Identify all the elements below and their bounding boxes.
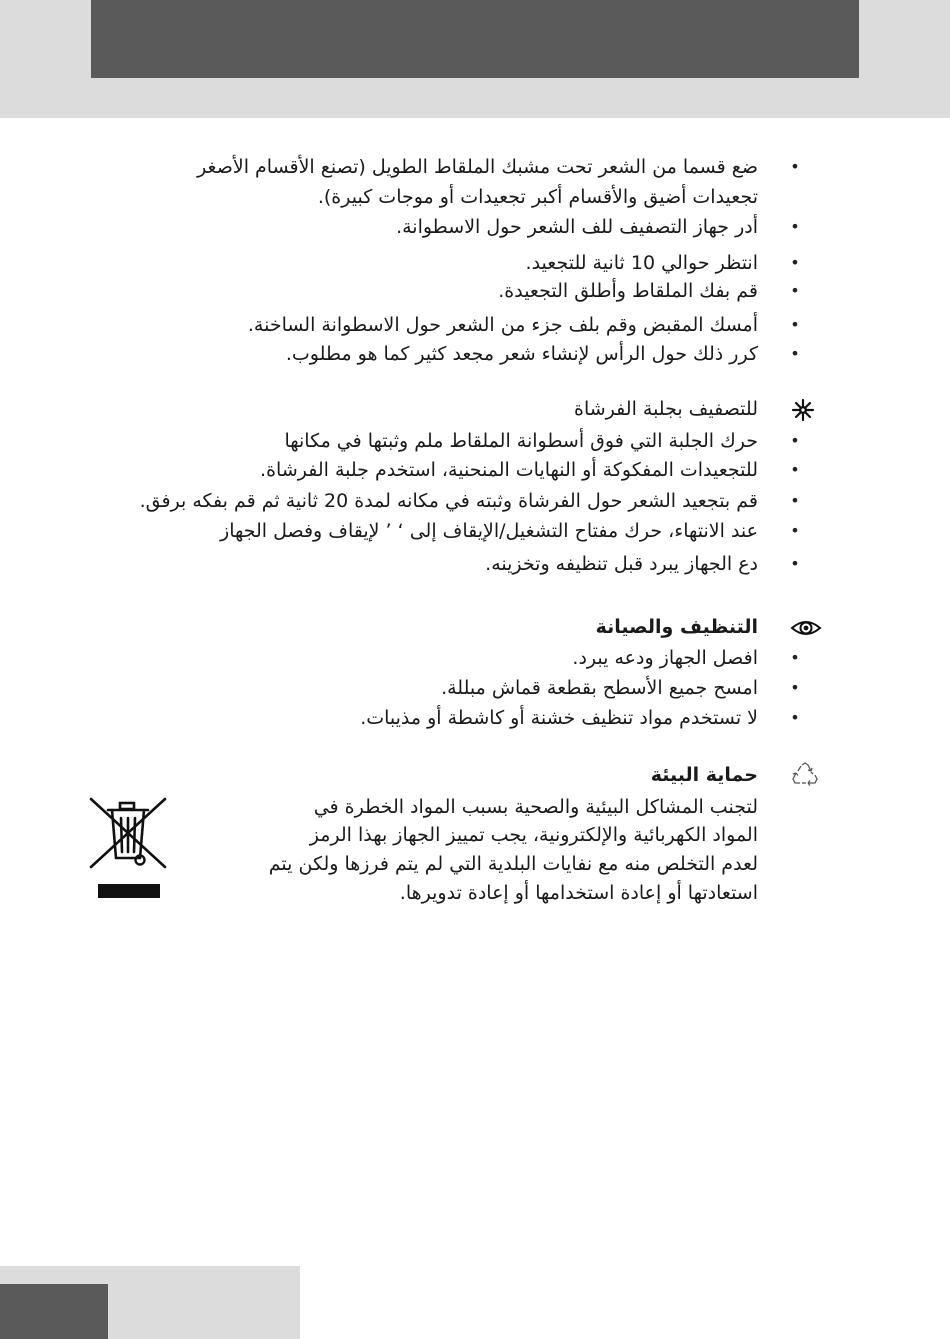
environment-text-line-1: لتجنب المشاكل البيئية والصحية بسبب المواد الخطرة في [313, 796, 758, 818]
butterfly-step-4: عند الانتهاء، حرك مفتاح التشغيل/الإيقاف إلى ‘ ’ لإيقاف وفصل الجهاز [220, 520, 758, 542]
styling-step-6: كرر ذلك حول الرأس لإنشاء شعر مجعد كثير كما هو مطلوب. [285, 343, 758, 365]
cleaning-section-title: التنظيف والصيانة [595, 616, 758, 638]
styling-step-5: أمسك المقبض وقم بلف جزء من الشعر حول الاسطوانة الساخنة. [247, 314, 758, 336]
recycle-icon [791, 762, 819, 788]
eye-icon [790, 617, 822, 639]
butterfly-step-3: قم بتجعيد الشعر حول الفرشاة وثبته في مكانه لمدة 20 ثانية ثم قم بفكه برفق. [139, 490, 758, 512]
styling-step-1-continuation: تجعيدات أضيق والأقسام أكبر تجعيدات أو موجات كبيرة). [317, 186, 758, 208]
environment-text-line-4: استعادتها أو إعادة استخدامها أو إعادة تدويرها. [399, 882, 758, 904]
butterfly-step-1: حرك الجلبة التي فوق أسطوانة الملقاط ملم وثبتها في مكانها [284, 430, 758, 452]
environment-text-line-2: المواد الكهربائية والإلكترونية، يجب تمييز الجهاز بهذا الرمز [309, 824, 758, 846]
bullet-marker: • [790, 648, 800, 667]
bullet-marker: • [790, 344, 800, 363]
bullet-marker: • [790, 708, 800, 727]
butterfly-step-2: للتجعيدات المفكوكة أو النهايات المنحنية، استخدم جلبة الفرشاة. [260, 459, 758, 481]
butterfly-step-5: دع الجهاز يبرد قبل تنظيفه وتخزينه. [485, 553, 758, 575]
bullet-marker: • [790, 491, 800, 510]
bullet-marker: • [790, 678, 800, 697]
butterfly-section-title: للتصفيف بجلبة الفرشاة [574, 398, 758, 420]
styling-step-1: ضع قسما من الشعر تحت مشبك الملقاط الطويل (تصنع الأقسام الأصغر [197, 156, 758, 178]
bullet-marker: • [790, 157, 800, 176]
styling-step-2: أدر جهاز التصفيف للف الشعر حول الاسطوانة. [396, 216, 758, 238]
styling-step-3: انتظر حوالي 10 ثانية للتجعيد. [525, 252, 758, 274]
sparkle-icon [791, 398, 815, 422]
bullet-marker: • [790, 253, 800, 272]
page-number-block [0, 1284, 108, 1339]
bullet-marker: • [790, 315, 800, 334]
environment-text-line-3: لعدم التخلص منه مع نفايات البلدية التي لم يتم فرزها ولكن يتم [268, 853, 758, 875]
environment-section-title: حماية البيئة [650, 764, 758, 786]
bullet-marker: • [790, 281, 800, 300]
bullet-marker: • [790, 431, 800, 450]
cleaning-step-1: افصل الجهاز ودعه يبرد. [572, 647, 758, 669]
cleaning-step-2: امسح جميع الأسطح بقطعة قماش مبللة. [441, 677, 758, 699]
bullet-marker: • [790, 554, 800, 573]
styling-step-4: قم بفك الملقاط وأطلق التجعيدة. [498, 280, 758, 302]
bullet-marker: • [790, 521, 800, 540]
crossed-out-bin-icon [88, 796, 168, 902]
bullet-marker: • [790, 460, 800, 479]
bullet-marker: • [790, 217, 800, 236]
header-bar [91, 0, 859, 78]
cleaning-step-3: لا تستخدم مواد تنظيف خشنة أو كاشطة أو مذيبات. [360, 707, 758, 729]
